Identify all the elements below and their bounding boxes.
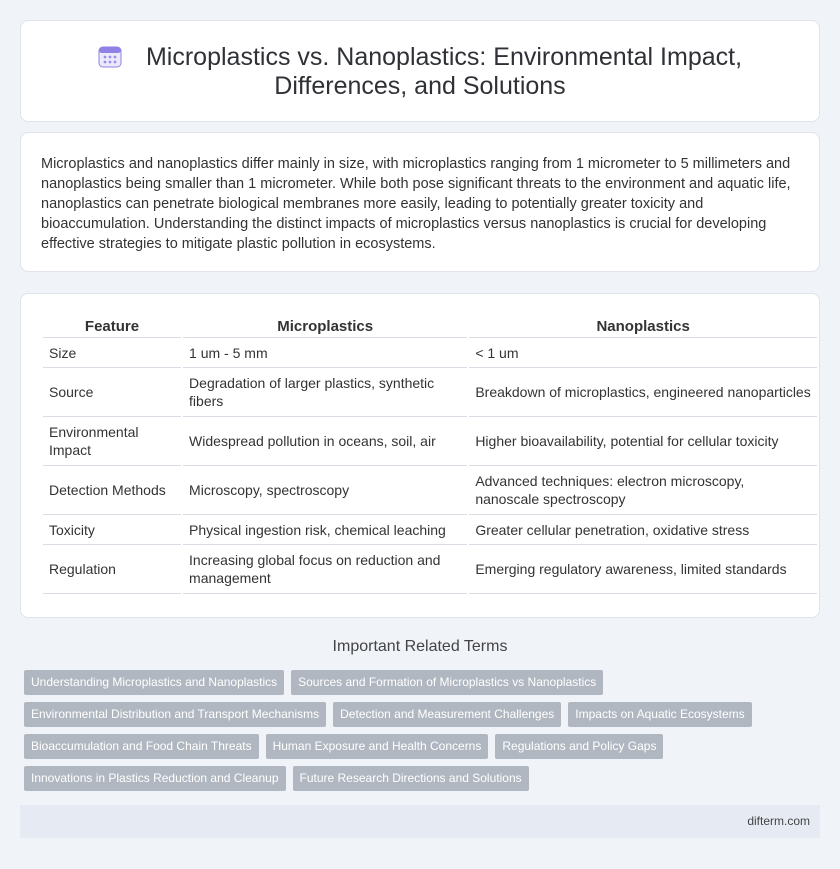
related-term-tag[interactable]: Sources and Formation of Microplastics vs Nanoplastics [291,670,603,695]
intro-card [20,132,820,272]
related-term-tag[interactable]: Impacts on Aquatic Ecosystems [568,702,751,727]
related-term-tag[interactable]: Bioaccumulation and Food Chain Threats [24,734,259,759]
table-header-row [43,314,817,338]
related-term-tag[interactable]: Innovations in Plastics Reduction and Cleanup [24,766,286,791]
table-cell: Greater cellular penetration, oxidative stress [469,515,817,545]
comparison-table [41,314,819,594]
table-row [43,338,817,368]
header-nanoplastics: Nanoplastics [469,314,817,338]
intro-paragraph: Microplastics and nanoplastics differ mainly in size, with microplastics ranging from 1 micrometer to 5 millimeters and nanoplastics being smaller than 1 micrometer. While both pose significant threats to the environment and aquatic life, nanoplastics can penetrate biological membranes more easily, leading to potentially greater toxicity and bioaccumulation. Understanding the distinct impacts of microplastics versus nanoplastics is crucial for developing effective strategies to mitigate plastic pollution in ecosystems. [41,156,791,252]
table-row [43,466,817,515]
comparison-table-card [20,293,820,618]
title-line-2: Differences, and Solutions [274,72,566,100]
footer-site-link[interactable]: difterm.com [747,814,810,828]
table-row [43,545,817,594]
table-cell: < 1 um [469,338,817,368]
table-cell: Emerging regulatory awareness, limited standards [469,545,817,594]
header-microplastics: Microplastics [183,314,467,338]
footer [20,805,820,838]
table-cell: Toxicity [43,515,181,545]
table-cell: Size [43,338,181,368]
table-cell: Widespread pollution in oceans, soil, air [183,417,467,466]
related-term-tag[interactable]: Understanding Microplastics and Nanoplastics [24,670,284,695]
calendar-icon [98,44,122,68]
table-cell: Higher bioavailability, potential for cellular toxicity [469,417,817,466]
table-row [43,368,817,417]
table-cell: Increasing global focus on reduction and management [183,545,467,594]
tag-row [24,670,824,695]
related-terms-tags [24,670,824,798]
table-cell: 1 um - 5 mm [183,338,467,368]
title-line-1: Microplastics vs. Nanoplastics: Environmental Impact, [145,43,743,71]
header-feature: Feature [43,314,181,338]
table-cell: Degradation of larger plastics, synthetic fibers [183,368,467,417]
table-cell: Advanced techniques: electron microscopy, nanoscale spectroscopy [469,466,817,515]
header-card [20,20,820,122]
tag-row [24,766,824,791]
related-term-tag[interactable]: Environmental Distribution and Transport Mechanisms [24,702,326,727]
tag-row [24,734,824,759]
related-term-tag[interactable]: Regulations and Policy Gaps [495,734,663,759]
table-cell: Source [43,368,181,417]
related-term-tag[interactable]: Detection and Measurement Challenges [333,702,561,727]
page-title [21,43,819,101]
table-cell: Breakdown of microplastics, engineered nanoparticles [469,368,817,417]
related-term-tag[interactable]: Human Exposure and Health Concerns [266,734,489,759]
related-terms-title: Important Related Terms [332,638,508,655]
table-cell: Regulation [43,545,181,594]
related-term-tag[interactable]: Future Research Directions and Solutions [293,766,529,791]
table-cell: Detection Methods [43,466,181,515]
table-cell: Environmental Impact [43,417,181,466]
table-cell: Physical ingestion risk, chemical leaching [183,515,467,545]
table-row [43,417,817,466]
tag-row [24,702,824,727]
table-row [43,515,817,545]
table-cell: Microscopy, spectroscopy [183,466,467,515]
